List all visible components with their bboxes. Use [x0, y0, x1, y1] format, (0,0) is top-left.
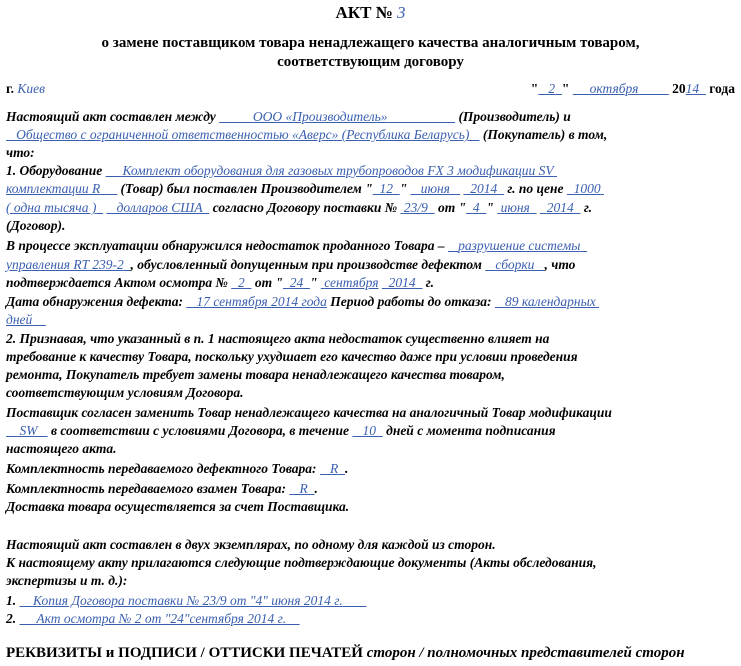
subtitle-line-2: соответствующим договору — [277, 54, 464, 70]
act-number: 3 — [397, 3, 406, 22]
item1-line-4: (Договор). — [6, 218, 66, 233]
defect-line-3: подтверждается Актом осмотра № 2 от " 24 " сентября 2014 г. — [6, 275, 434, 290]
buyer-name: Общество с ограниченной ответственностью «Аверс» (Республика Беларусь) — [16, 127, 470, 142]
delivery-line: Доставка товара осуществляется за счет Поставщика. — [6, 499, 350, 514]
attachment-item-1: 1. Копия Договора поставки № 23/9 от "4" июня 2014 г. — [6, 593, 343, 608]
supplier-line-3: настоящего акта. — [6, 441, 117, 456]
defect-line-4: Дата обнаружения дефекта: 17 сентября 2014 года Период работы до отказа: 89 календарных — [6, 294, 596, 309]
defect-line-1: В процессе эксплуатации обнаружился недостаток проданного Товара – разрушение системы — [6, 238, 581, 253]
completeness-defective: Комплектность передаваемого дефектного Товара: R . — [6, 461, 349, 476]
parties-line-2: Общество с ограниченной ответственностью «Аверс» (Республика Беларусь) (Покупатель) в том, — [16, 127, 608, 142]
item2-line-2: требование к качеству Товара, поскольку ухудшает его качество даже при условии проведения — [6, 349, 578, 364]
defect-date: 17 сентября 2014 года — [196, 294, 327, 309]
completeness-replacement: Комплектность передаваемого взамен Товара: R . — [6, 481, 318, 496]
item1-line-3: ( одна тысяча ) долларов США согласно Договору поставки № 23/9 от " 4 " июня 2014 г. — [6, 200, 593, 215]
contract-number: 23/9 — [403, 200, 428, 215]
signatures-heading: РЕКВИЗИТЫ и ПОДПИСИ / ОТТИСКИ ПЕЧАТЕЙ сторон / полномочных представителей сторон — [6, 645, 685, 661]
defect-line-5: дней — [6, 312, 33, 327]
parties-line-3: что: — [6, 145, 35, 160]
item2-line-1: 2. Признавая, что указанный в п. 1 настоящего акта недостаток существенно влияет на — [6, 331, 550, 346]
supplier-line-2: SW в соответствии с условиями Договора, в течение 10 дней с момента подписания — [19, 423, 556, 438]
supplier-line-1: Поставщик согласен заменить Товар ненадлежащего качества на аналогичный Товар модификации — [6, 405, 612, 420]
item2-line-3: ремонта, Покупатель требует замены товара ненадлежащего качества товаром, — [6, 367, 505, 382]
attachment-item-2: 2. Акт осмотра № 2 от "24"сентября 2014 г. — [6, 611, 287, 626]
place-date-line: г. Киев " 2 " октября 2014 года — [6, 81, 735, 96]
attachments-line-2: экспертизы и т. д.): — [6, 573, 128, 588]
modification: SW — [19, 423, 38, 438]
price: 1000 — [573, 181, 601, 196]
item2-line-4: соответствующим условиям Договора. — [6, 385, 244, 400]
subtitle-line-1: о замене поставщиком товара ненадлежащего качества аналогичным товаром, — [101, 35, 640, 51]
item1-line-1: 1. Оборудование Комплект оборудования для газовых трубопроводов FX 3 модификации SV — [6, 163, 554, 178]
copies-line: Настоящий акт составлен в двух экземплярах, по одному для каждой из сторон. — [6, 537, 496, 552]
defect-line-2: управления RT 239-2 , обусловленный допущенным при производстве дефектом сборки , что — [6, 257, 576, 272]
item1-line-2: комплектации R (Товар) был поставлен Производителем " 12 " июня 2014 г. по цене 1000 — [6, 181, 601, 196]
parties-line-1: Настоящий акт составлен между ООО «Производитель» (Производитель) и — [6, 109, 571, 124]
equipment-name: Комплект оборудования для газовых трубопроводов FX 3 модификации SV — [122, 163, 554, 178]
city: Киев — [17, 81, 45, 96]
page-title: АКТ № 3 — [335, 3, 406, 22]
attachments-line-1: К настоящему акту прилагаются следующие подтверждающие документы (Акты обследования, — [6, 555, 597, 570]
producer-name: ООО «Производитель» — [252, 109, 388, 124]
